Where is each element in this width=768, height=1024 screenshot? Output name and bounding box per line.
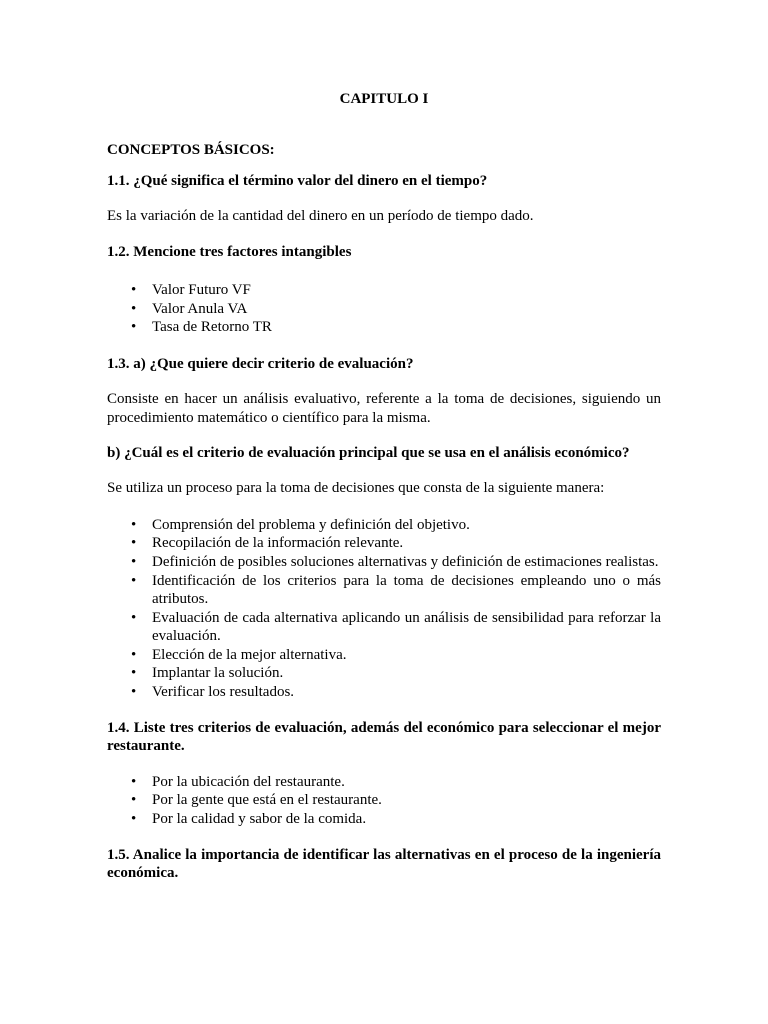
answer-1-3a: Consiste en hacer un análisis evaluativo, referente a la toma de decisiones, siguiendo un procedimiento matemático o científico para la misma. (107, 391, 661, 426)
answer-1-1: Es la variación de la cantidad del dinero en un período de tiempo dado. (107, 207, 534, 224)
list-item (107, 646, 661, 665)
bullet-icon: • (131, 319, 137, 336)
bullet-icon: • (131, 281, 137, 298)
list-item (107, 572, 661, 609)
list-item (107, 300, 661, 319)
bullet-icon: • (131, 773, 137, 790)
question-1-3a: 1.3. a) ¿Que quiere decir criterio de evaluación? (107, 355, 414, 372)
intro-1-3b: Se utiliza un proceso para la toma de decisiones que consta de la siguiente manera: (107, 480, 605, 497)
list-item (107, 553, 661, 572)
chapter-title: CAPITULO I (339, 91, 429, 107)
list-item (107, 516, 661, 535)
question-1-5: 1.5. Analice la importancia de identificar las alternativas en el proceso de la ingeniería económica. (107, 846, 661, 882)
list-item-text: Elección de la mejor alternativa. (152, 646, 347, 663)
question-1-2: 1.2. Mencione tres factores intangibles (107, 244, 352, 261)
question-1-4: 1.4. Liste tres criterios de evaluación, además del económico para seleccionar el mejor restaurante. (107, 719, 661, 755)
list-item (107, 609, 661, 646)
question-1-3b: b) ¿Cuál es el criterio de evaluación principal que se usa en el análisis económico? (107, 444, 630, 461)
bullet-icon: • (131, 646, 137, 663)
list-item-text: Definición de posibles soluciones alternativas y definición de estimaciones realistas. (152, 553, 659, 570)
bullet-icon: • (131, 572, 137, 589)
list-item (107, 810, 661, 829)
bullet-icon: • (131, 792, 137, 809)
bullet-icon: • (131, 609, 137, 626)
bullet-icon: • (131, 684, 137, 701)
bullet-icon: • (131, 811, 137, 828)
list-item (107, 318, 661, 337)
list-item-text: Por la gente que está en el restaurante. (152, 792, 382, 809)
bullet-icon: • (131, 516, 137, 533)
list-item (107, 534, 661, 553)
list-item-text: Comprensión del problema y definición del objetivo. (152, 516, 470, 533)
bullet-icon: • (131, 535, 137, 552)
page-content (107, 90, 661, 883)
list-restaurant-criteria (107, 773, 661, 829)
list-item (107, 281, 661, 300)
list-item-text: Implantar la solución. (152, 665, 284, 682)
list-item-text: Identificación de los criterios para la toma de decisiones empleando uno o más atributos. (152, 572, 661, 608)
list-item (107, 664, 661, 683)
list-decision-steps (107, 516, 661, 702)
list-item-text: Por la ubicación del restaurante. (152, 773, 345, 790)
list-item-text: Recopilación de la información relevante. (152, 535, 404, 552)
list-item-text: Verificar los resultados. (152, 684, 295, 701)
section-title: CONCEPTOS BÁSICOS: (107, 141, 275, 158)
list-item (107, 773, 661, 792)
list-item (107, 791, 661, 810)
list-item-text: Tasa de Retorno TR (152, 319, 272, 336)
question-1-1: 1.1. ¿Qué significa el término valor del dinero en el tiempo? (107, 173, 488, 190)
bullet-icon: • (131, 553, 137, 570)
list-item-text: Valor Futuro VF (152, 281, 251, 298)
list-item-text: Valor Anula VA (152, 300, 248, 317)
list-item-text: Por la calidad y sabor de la comida. (152, 811, 367, 828)
bullet-icon: • (131, 300, 137, 317)
list-item-text: Evaluación de cada alternativa aplicando un análisis de sensibilidad para reforzar la evaluación. (152, 609, 661, 645)
list-item (107, 683, 661, 702)
list-intangible-factors (107, 281, 661, 337)
bullet-icon: • (131, 665, 137, 682)
